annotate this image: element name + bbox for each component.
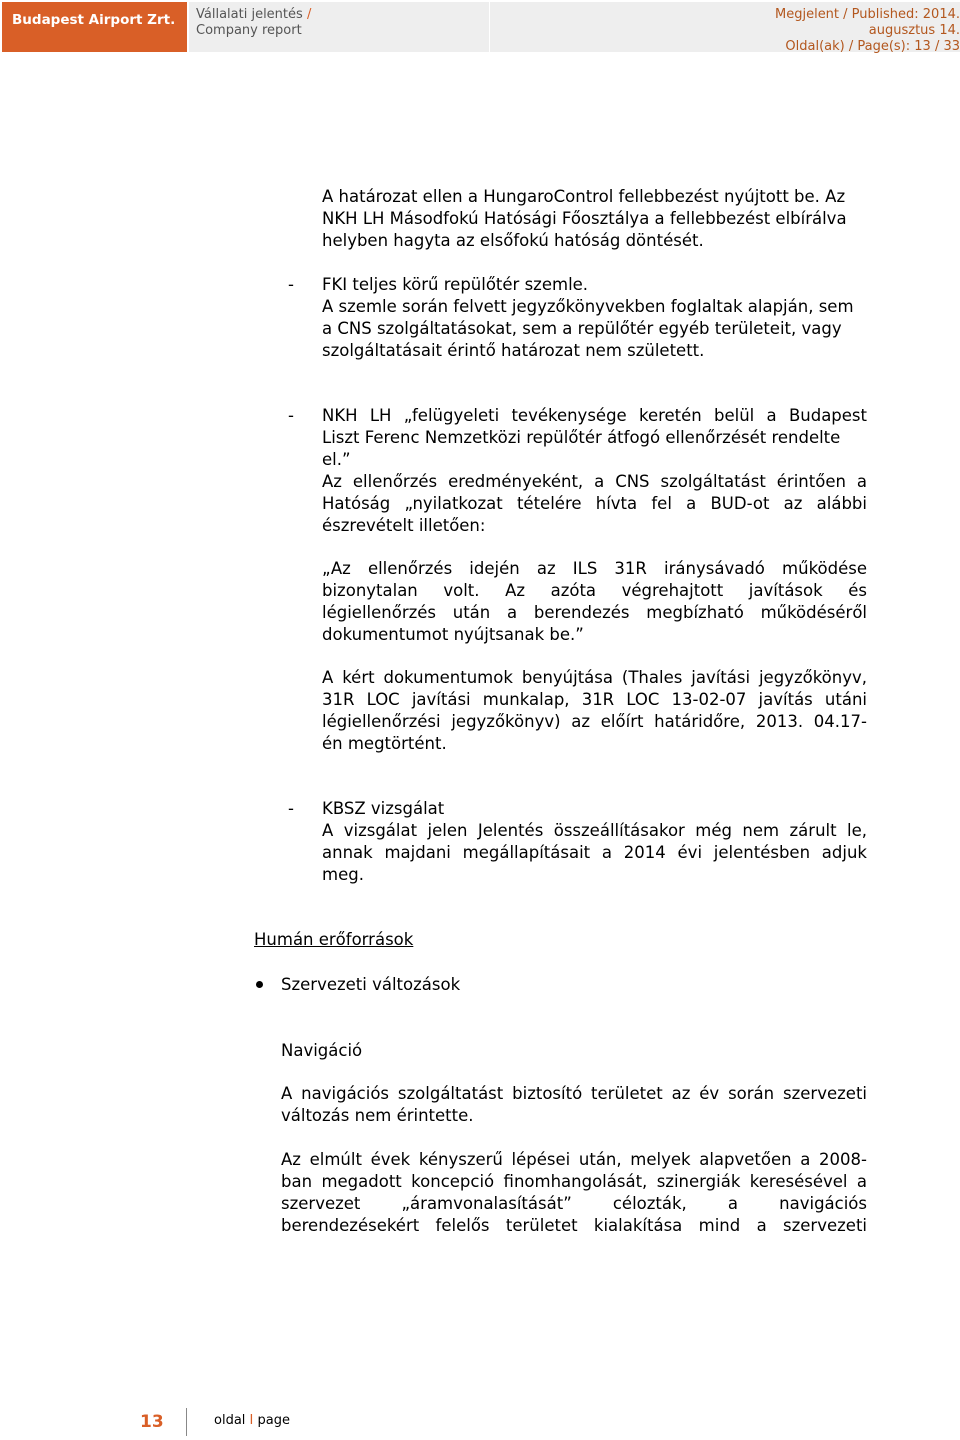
published-label: Megjelent / Published:: [775, 7, 919, 22]
published-date-1: 2014.: [922, 7, 960, 22]
footer-label-separator: I: [249, 1413, 254, 1428]
paragraph-nav-1: A navigációs szolgáltatást biztosító területet az év során szervezeti változás nem érintette.: [281, 1084, 867, 1125]
doc-type-en: Company report: [196, 23, 302, 38]
page-header: [0, 0, 960, 52]
paragraph-appeal: A határozat ellen a HungaroControl fellebbezést nyújtott be. Az NKH LH Másodfokú Hatósági Főosztálya a fellebbezést elbírálva helyben hagyta az elsőfokú hatóság döntését.: [322, 187, 847, 250]
list-item-kbsz: KBSZ vizsgálat A vizsgálat jelen Jelentés összeállításakor még nem zárult le, annak majdani megállapításait a 2014 évi jelentésben adjuk meg.: [322, 799, 867, 884]
list-item-nkh: NKH LH „felügyeleti tevékenysége keretén belül a Budapest Liszt Ferenc Nemzetközi repülőtér átfogó ellenőrzését rendelte el.” Az ellenőrzés eredményeként, a CNS szolgáltatást érintően a Hatóság „nyilatkozat tételére hívta fel a BUD-ot az alábbi észrevételt illetően:: [322, 406, 867, 535]
published-date-2: augusztus 14.: [868, 23, 960, 38]
paragraph-nav-2: Az elmúlt évek kényszerű lépései után, melyek alapvetően a 2008- ban megadott koncepció finomhangolását, szinergiák keresésével a szervezet „áramvonalasítását” célozták, a navigációs berendezésekért felelős területet kialakítása mind a szervezeti: [281, 1150, 867, 1235]
footer-label: [214, 1413, 290, 1428]
document-type: [189, 2, 489, 52]
page-number: 13: [140, 1412, 164, 1432]
pages-label: Oldal(ak) / Page(s):: [785, 39, 911, 54]
doc-type-separator: /: [306, 7, 312, 22]
paragraph-documents: A kért dokumentumok benyújtása (Thales javítási jegyzőkönyv, 31R LOC javítási munkalap, 31R LOC 13-02-07 javítás utáni légiellenőrzési jegyzőkönyv) az előírt határidőre, 2013. 04.17- én megtörtént.: [322, 668, 867, 753]
subheading: Navigáció: [281, 1041, 363, 1060]
list-dash: -: [288, 275, 294, 294]
bullet-item: Szervezeti változások: [281, 975, 461, 994]
pages-value: 13 / 33: [914, 39, 960, 54]
doc-type-hu: Vállalati jelentés: [196, 7, 303, 22]
publication-info: [490, 2, 960, 52]
list-dash: -: [288, 406, 294, 425]
footer-divider: [186, 1408, 187, 1436]
list-dash: -: [288, 799, 294, 818]
section-heading: Humán erőforrások: [254, 930, 414, 949]
bullet-icon: [256, 981, 263, 988]
list-item-fki: FKI teljes körű repülőtér szemle. A szemle során felvett jegyzőkönyvekben foglaltak alapján, sem a CNS szolgáltatásokat, sem a repülőtér egyéb területeit, vagy szolgáltatásait érintő határozat nem született.: [322, 275, 854, 360]
footer-label-hu: oldal: [214, 1413, 246, 1428]
quoted-finding: „Az ellenőrzés idején az ILS 31R iránysávadó működése bizonytalan volt. Az azóta végrehajtott javítások és légiellenőrzés után a berendezés megbízható működéséről dokumentumot nyújtsanak be.”: [322, 559, 867, 644]
footer-label-en: page: [257, 1413, 290, 1428]
company-name: Budapest Airport Zrt.: [2, 2, 187, 52]
